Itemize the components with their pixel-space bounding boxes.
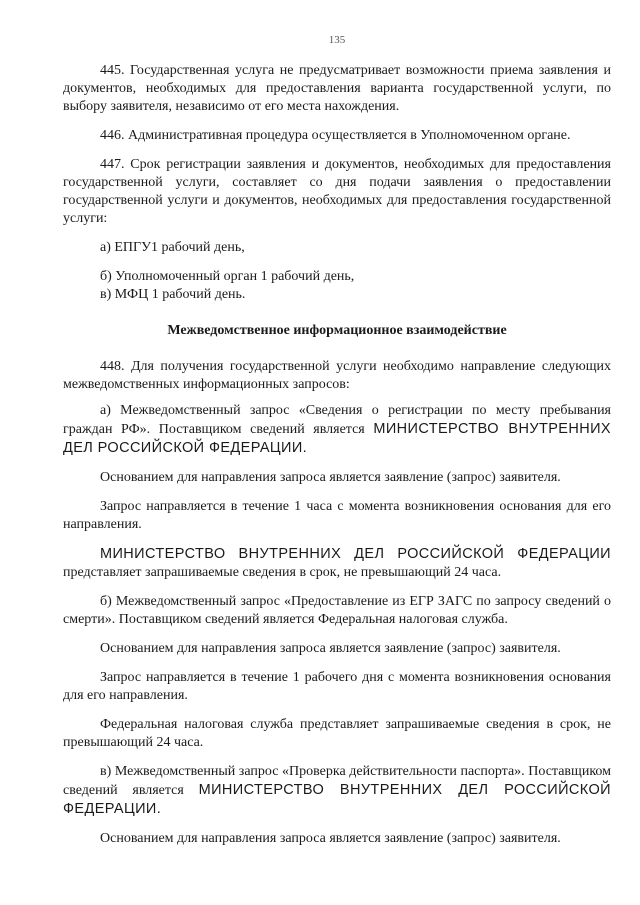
section-heading: Межведомственное информационное взаимодействие: [167, 323, 507, 338]
paragraph-448-a-text: а) Межведомственный запрос «Сведения о регистрации по месту пребывания граждан РФ». Поставщиком сведений является: [63, 403, 611, 437]
paragraph-448-b-provider: Федеральная налоговая служба представляет запрашиваемые сведения в срок, не превышающий 24 часа.: [63, 717, 611, 750]
paragraph-448-a-provider: МИНИСТЕРСТВО ВНУТРЕННИХ ДЕЛ РОССИЙСКОЙ ФЕДЕРАЦИИ.: [63, 421, 611, 456]
paragraph-448-c-provider: МИНИСТЕРСТВО ВНУТРЕННИХ ДЕЛ РОССИЙСКОЙ ФЕДЕРАЦИИ.: [63, 782, 611, 817]
document-page: [63, 0, 611, 905]
paragraph-445: 445. Государственная услуга не предусматривает возможности приема заявления и документов, необходимых для предоставления варианта государственной услуги, по выбору заявителя, независимо от его места нахождения.: [63, 63, 611, 114]
paragraph-447: 447. Срок регистрации заявления и документов, необходимых для предоставления государственной услуги, составляет со дня подачи заявления о предоставлении государственной услуги и документов, необходимых для предоставления государственной услуги:: [63, 157, 611, 226]
paragraph-448-a-term: Запрос направляется в течение 1 часа с момента возникновения основания для его направления.: [63, 499, 611, 532]
paragraph-448-b-basis: Основанием для направления запроса является заявление (запрос) заявителя.: [100, 641, 561, 656]
paragraph-448-a: [63, 402, 611, 458]
paragraph-448-c-text: в) Межведомственный запрос «Проверка действительности паспорта». Поставщиком сведений является: [63, 764, 611, 798]
document-body: [63, 62, 611, 848]
paragraph-446: 446. Административная процедура осуществляется в Уполномоченном органе.: [100, 128, 571, 143]
paragraph-448-a-provider-term: [63, 545, 611, 582]
provider-name: МИНИСТЕРСТВО ВНУТРЕННИХ ДЕЛ РОССИЙСКОЙ ФЕДЕРАЦИИ: [100, 546, 611, 562]
paragraph-448-c-basis: Основанием для направления запроса является заявление (запрос) заявителя.: [100, 831, 561, 846]
paragraph-447-c: в) МФЦ 1 рабочий день.: [100, 287, 246, 302]
page-number: 135: [328, 34, 346, 46]
provider-term-text: представляет запрашиваемые сведения в срок, не превышающий 24 часа.: [63, 565, 502, 580]
paragraph-448-c: [63, 763, 611, 819]
paragraph-447-a: а) ЕПГУ1 рабочий день,: [100, 240, 245, 255]
paragraph-448-b: б) Межведомственный запрос «Предоставление из ЕГР ЗАГС по запросу сведений о смерти». Поставщиком сведений является Федеральная налоговая служба.: [63, 594, 611, 627]
paragraph-448-b-term: Запрос направляется в течение 1 рабочего дня с момента возникновения основания для его направления.: [63, 670, 611, 703]
paragraph-447-b: б) Уполномоченный орган 1 рабочий день,: [100, 269, 355, 284]
paragraph-448: 448. Для получения государственной услуги необходимо направление следующих межведомственных информационных запросов:: [63, 359, 611, 392]
paragraph-448-a-basis: Основанием для направления запроса является заявление (запрос) заявителя.: [100, 470, 561, 485]
